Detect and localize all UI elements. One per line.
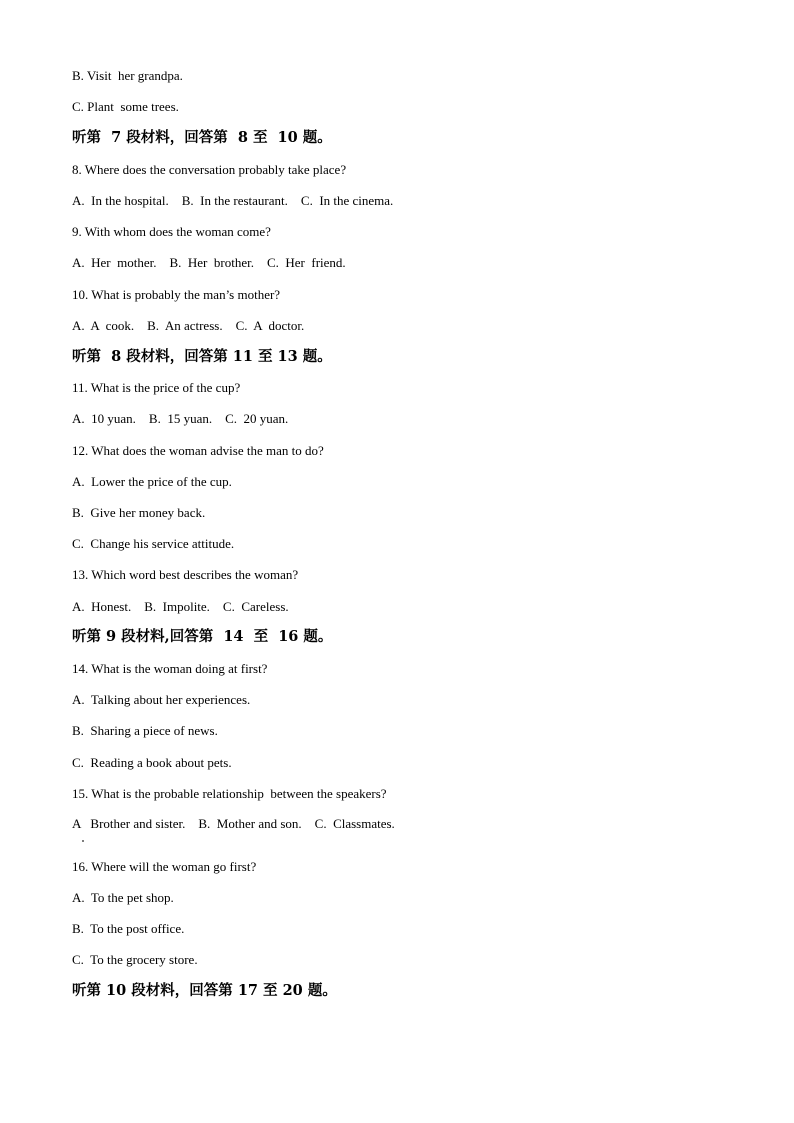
- options-8: A. In the hospital. B. In the restaurant. C. In the cinema.: [72, 193, 394, 208]
- question-9: 9. With whom does the woman come?: [72, 224, 271, 239]
- option-16a: A. To the pet shop.: [72, 890, 174, 905]
- options-9: A. Her mother. B. Her brother. C. Her friend.: [72, 255, 346, 270]
- section-heading-7: 听第 7 段材料，回答第 8 至 10 题。: [72, 129, 332, 146]
- option-16b: B. To the post office.: [72, 921, 185, 936]
- options-15: A Brother and sister. B. Mother and son. C. Classmates.: [72, 816, 395, 831]
- options-13: A. Honest. B. Impolite. C. Careless.: [72, 599, 289, 614]
- option-16c: C. To the grocery store.: [72, 952, 198, 967]
- question-8: 8. Where does the conversation probably take place?: [72, 162, 347, 177]
- option-12a: A. Lower the price of the cup.: [72, 474, 232, 489]
- section-heading-9: 听第 9 段材料,回答第 14 至 16 题。: [72, 628, 333, 645]
- stray-dot-mark: [82, 840, 84, 842]
- option-14c: C. Reading a book about pets.: [72, 755, 232, 770]
- question-10: 10. What is probably the man’s mother?: [72, 287, 281, 302]
- question-15: 15. What is the probable relationship between the speakers?: [72, 786, 387, 801]
- options-11: A. 10 yuan. B. 15 yuan. C. 20 yuan.: [72, 411, 289, 426]
- section-heading-10: 听第 10 段材料，回答第 17 至 20 题。: [72, 982, 337, 999]
- section-heading-8: 听第 8 段材料，回答第 11 至 13 题。: [72, 348, 332, 365]
- option-12b: B. Give her money back.: [72, 505, 206, 520]
- question-13: 13. Which word best describes the woman?: [72, 567, 299, 582]
- question-12: 12. What does the woman advise the man to do?: [72, 443, 324, 458]
- option-12c: C. Change his service attitude.: [72, 536, 235, 551]
- question-14: 14. What is the woman doing at first?: [72, 661, 268, 676]
- option-14a: A. Talking about her experiences.: [72, 692, 251, 707]
- question-16: 16. Where will the woman go first?: [72, 859, 257, 874]
- options-10: A. A cook. B. An actress. C. A doctor.: [72, 318, 305, 333]
- question-11: 11. What is the price of the cup?: [72, 380, 241, 395]
- option-7b: B. Visit her grandpa.: [72, 68, 183, 83]
- option-14b: B. Sharing a piece of news.: [72, 723, 218, 738]
- option-7c: C. Plant some trees.: [72, 99, 179, 114]
